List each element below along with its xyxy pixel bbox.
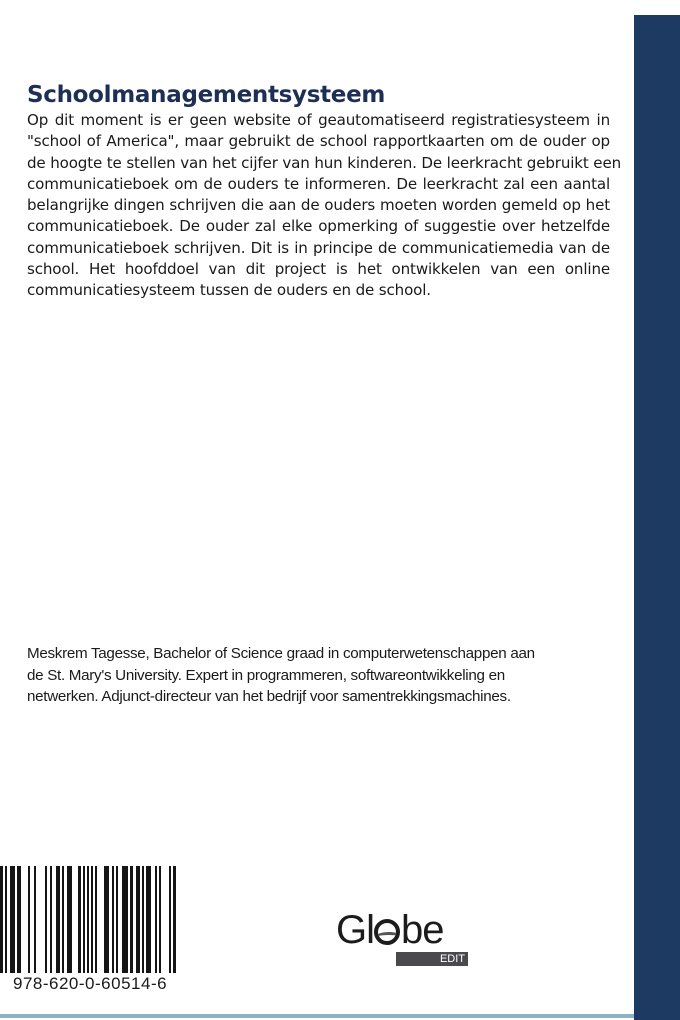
blurb-line: communicatieboek schrijven. Dit is in principe de communicatiemedia van de (27, 238, 610, 257)
isbn-number: 978-620-0-60514-6 (13, 974, 168, 993)
blurb-line: "school of America", maar gebruikt de school rapportkaarten om de ouder op (27, 132, 610, 151)
logo-edit-tag: EDIT (396, 952, 468, 966)
logo-prefix: Gl (336, 908, 374, 952)
book-title: Schoolmanagementsysteem (27, 82, 386, 108)
book-blurb (27, 110, 621, 302)
bio-line: netwerken. Adjunct-directeur van het bedrijf voor samentrekkingsmachines. (27, 688, 511, 705)
bottom-accent-line (0, 1014, 634, 1018)
bio-line: Meskrem Tagesse, Bachelor of Science graad in computerwetenschappen aan (27, 645, 535, 662)
blurb-line: communicatiesysteem tussen de ouders en de school. (27, 281, 431, 300)
blurb-line: belangrijke dingen schrijven die aan de ouders moeten worden gemeld op het (27, 196, 610, 215)
spine-band (634, 15, 680, 1020)
globe-icon (374, 919, 400, 945)
blurb-line: communicatieboek. De ouder zal elke opmerking of suggestie over hetzelfde (27, 217, 610, 236)
isbn-barcode (0, 866, 205, 973)
blurb-line: Op dit moment is er geen website of geautomatiseerd registratiesysteem in (27, 111, 610, 129)
bio-line: de St. Mary's University. Expert in programmeren, softwareontwikkeling en (27, 666, 505, 684)
publisher-logo (336, 908, 471, 968)
logo-wordmark (336, 908, 444, 952)
author-bio (27, 643, 587, 708)
blurb-line: de hoogte te stellen van het cijfer van hun kinderen. De leerkracht gebruikt een (27, 153, 621, 172)
blurb-line: school. Het hoofddoel van dit project is het ontwikkelen van een online (27, 260, 610, 279)
blurb-line: communicatieboek om de ouders te informeren. De leerkracht zal een aantal (27, 174, 610, 193)
logo-suffix: be (401, 908, 444, 952)
